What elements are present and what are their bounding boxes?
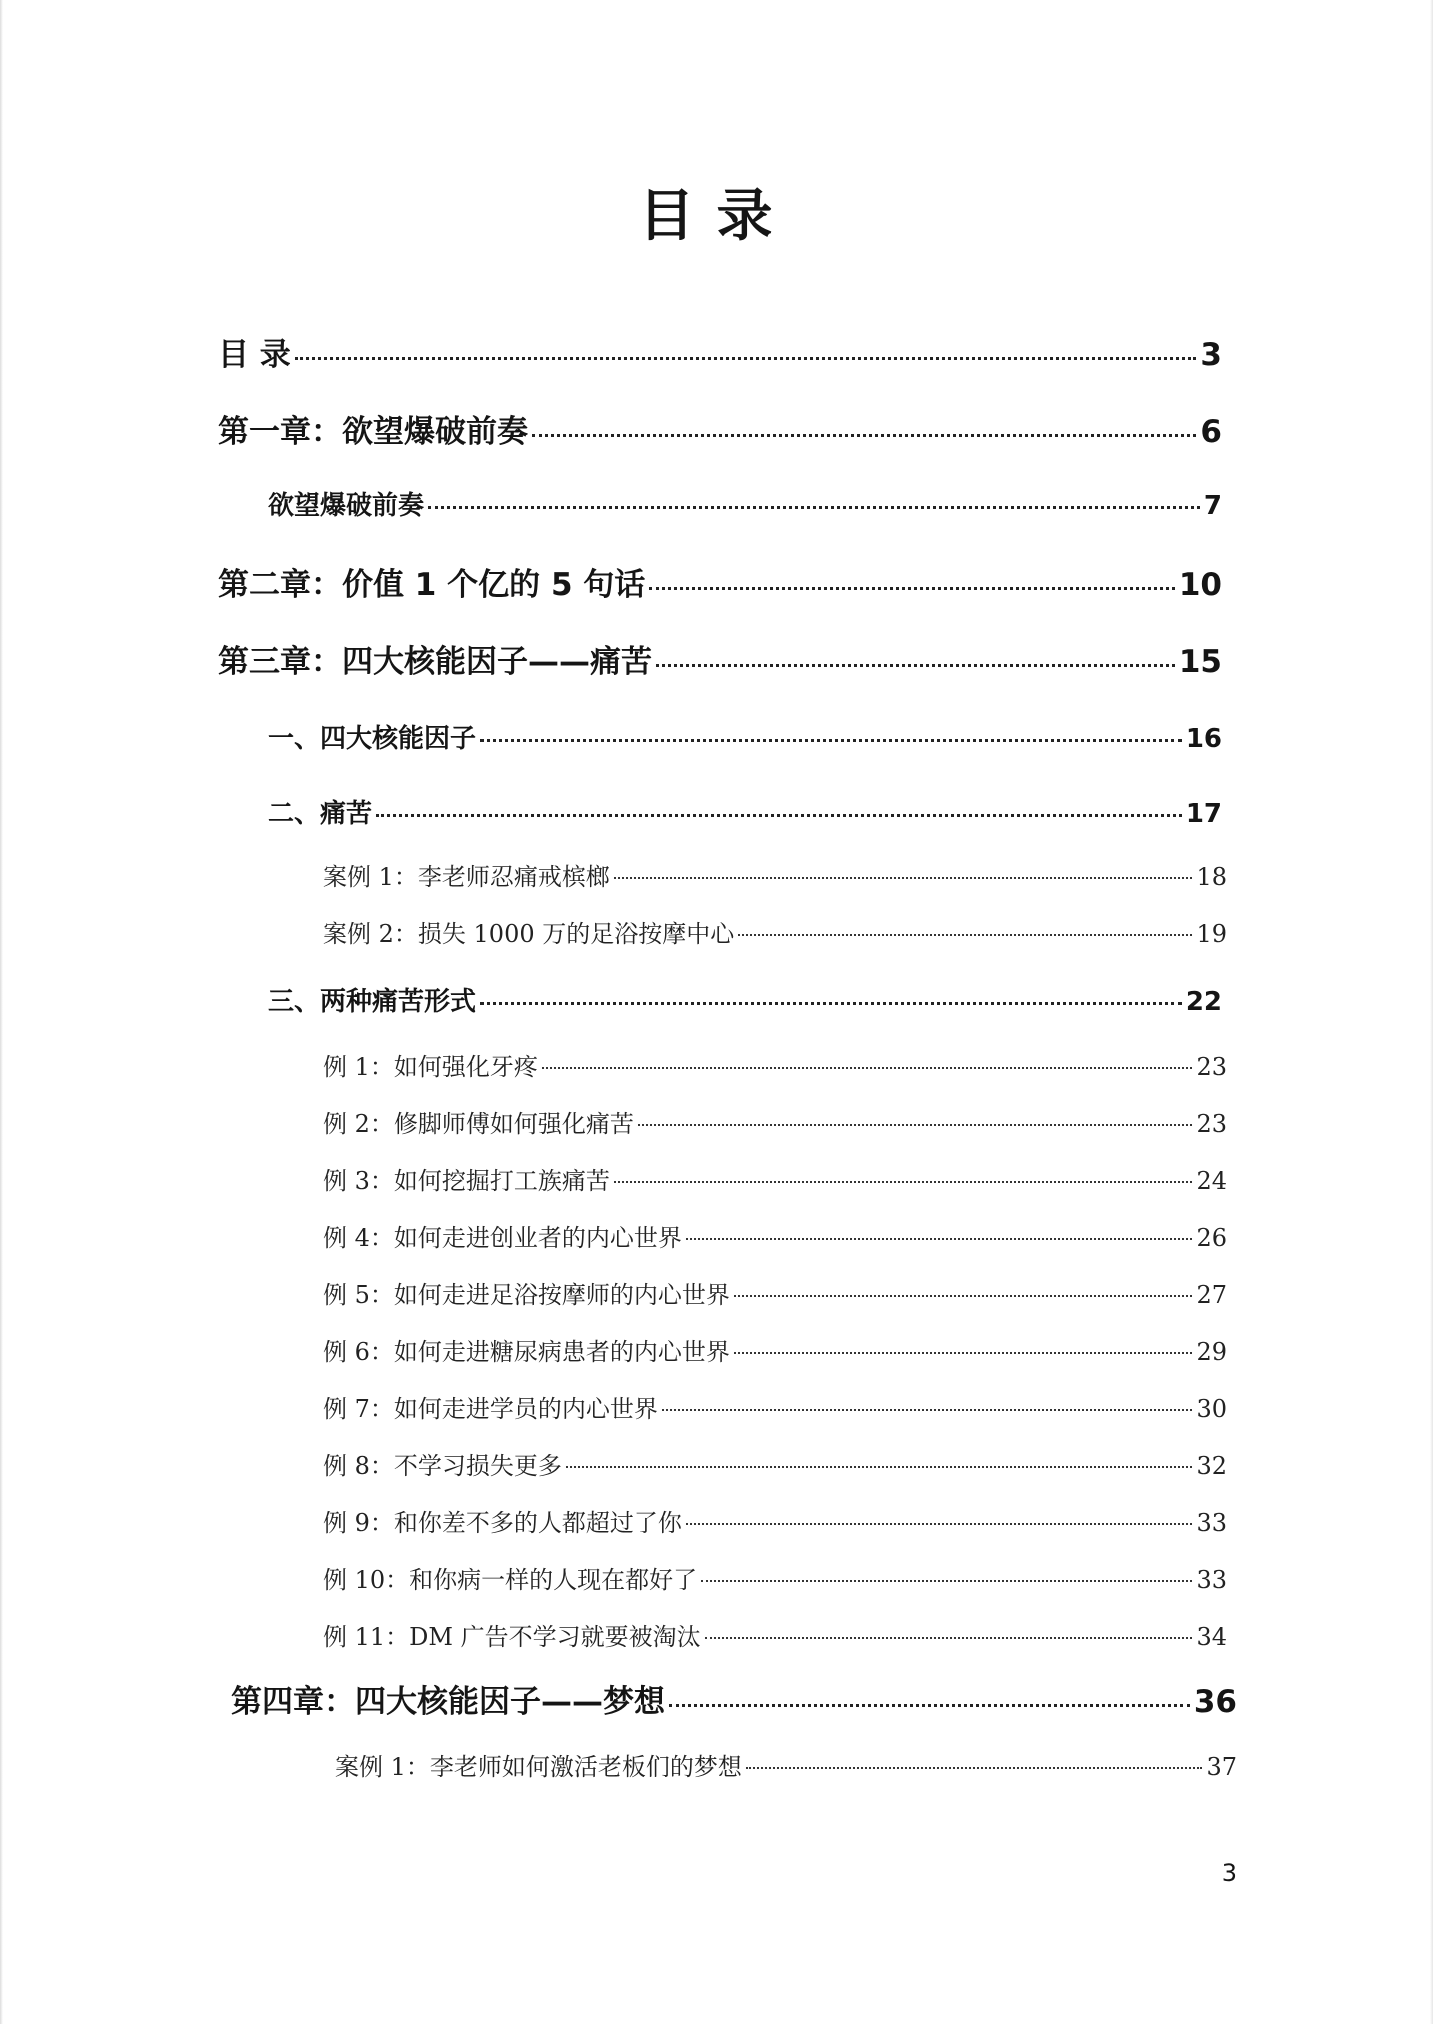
toc-entry[interactable] (218, 333, 1222, 377)
toc-entry-page: 27 (1196, 1281, 1227, 1309)
dot-leader (669, 1704, 1190, 1707)
toc-entry-page: 10 (1178, 567, 1222, 603)
toc-entry[interactable] (231, 1680, 1237, 1724)
toc-entry[interactable] (323, 1392, 1227, 1426)
toc-entry-page: 19 (1196, 920, 1227, 948)
toc-entry-page: 18 (1196, 863, 1227, 891)
dot-leader (428, 506, 1200, 509)
toc-entry-label: 例 11：DM 广告不学习就要被淘汰 (323, 1623, 701, 1651)
dot-leader (542, 1067, 1193, 1069)
toc-entry-label: 例 4：如何走进创业者的内心世界 (323, 1224, 682, 1252)
toc-entry-page: 33 (1196, 1509, 1227, 1537)
toc-entry-label: 例 2：修脚师傅如何强化痛苦 (323, 1110, 634, 1138)
toc-entry[interactable] (323, 1278, 1227, 1312)
toc-entry-page: 33 (1196, 1566, 1227, 1594)
toc-entry-page: 26 (1196, 1224, 1227, 1252)
toc-entry[interactable] (218, 410, 1222, 454)
dot-leader (566, 1466, 1193, 1468)
toc-entry-page: 34 (1196, 1623, 1227, 1651)
toc-entry-label: 第一章：欲望爆破前奏 (218, 414, 528, 450)
dot-leader (295, 357, 1197, 360)
footer-page-number: 3 (1221, 1859, 1237, 1887)
toc-entry-label: 例 7：如何走进学员的内心世界 (323, 1395, 658, 1423)
toc-entry[interactable] (323, 1449, 1227, 1483)
toc-entry-page: 24 (1196, 1167, 1227, 1195)
dot-leader (649, 587, 1175, 590)
toc-entry-page: 23 (1196, 1053, 1227, 1081)
toc-entry-label: 例 6：如何走进糖尿病患者的内心世界 (323, 1338, 730, 1366)
toc-entry[interactable] (323, 1335, 1227, 1369)
dot-leader (376, 814, 1182, 817)
toc-entry[interactable] (218, 640, 1222, 684)
toc-entry-label: 例 10：和你病一样的人现在都好了 (323, 1566, 698, 1594)
toc-entry-label: 案例 1：李老师如何激活老板们的梦想 (335, 1753, 742, 1781)
toc-entry-page: 17 (1185, 799, 1222, 829)
toc-entry[interactable] (323, 1050, 1227, 1084)
dot-leader (686, 1238, 1193, 1240)
toc-entry[interactable] (218, 563, 1222, 607)
toc-entry-label: 欲望爆破前奏 (268, 491, 425, 521)
toc-entry-page: 22 (1185, 987, 1222, 1017)
dot-leader (656, 664, 1175, 667)
page-title: 目录 (638, 184, 795, 249)
toc-entry[interactable] (323, 1164, 1227, 1198)
toc-entry[interactable] (323, 917, 1227, 951)
toc-entry-label: 第四章：四大核能因子——梦想 (231, 1684, 665, 1720)
toc-entry[interactable] (268, 487, 1222, 525)
dot-leader (746, 1767, 1203, 1769)
toc-entry-page: 30 (1196, 1395, 1227, 1423)
toc-entry-label: 案例 2：损失 1000 万的足浴按摩中心 (323, 920, 735, 948)
toc-entry-page: 23 (1196, 1110, 1227, 1138)
toc-entry-label: 例 3：如何挖掘打工族痛苦 (323, 1167, 610, 1195)
toc-entry[interactable] (323, 1107, 1227, 1141)
toc-entry-page: 37 (1206, 1753, 1237, 1781)
toc-entry-label: 第三章：四大核能因子——痛苦 (218, 644, 652, 680)
scan-edge-left (0, 0, 3, 2024)
toc-entry-label: 二、痛苦 (268, 799, 373, 829)
dot-leader (532, 434, 1196, 437)
toc-entry[interactable] (323, 860, 1227, 894)
toc-entry-label: 例 8：不学习损失更多 (323, 1452, 562, 1480)
dot-leader (480, 1002, 1182, 1005)
toc-entry-page: 32 (1196, 1452, 1227, 1480)
toc-entry-page: 3 (1200, 337, 1222, 373)
dot-leader (614, 1181, 1193, 1183)
dot-leader (734, 1352, 1193, 1354)
toc-entry[interactable] (323, 1563, 1227, 1597)
toc-entry[interactable] (268, 795, 1222, 833)
dot-leader (638, 1124, 1193, 1126)
toc-entry[interactable] (335, 1750, 1237, 1784)
toc-entry-label: 目 录 (218, 337, 291, 373)
toc-entry[interactable] (323, 1221, 1227, 1255)
dot-leader (738, 934, 1192, 936)
toc-entry-page: 36 (1193, 1684, 1237, 1720)
dot-leader (662, 1409, 1193, 1411)
dot-leader (614, 877, 1193, 879)
dot-leader (686, 1523, 1193, 1525)
toc-entry-label: 三、两种痛苦形式 (268, 987, 477, 1017)
toc-entry-page: 29 (1196, 1338, 1227, 1366)
toc-entry-page: 6 (1200, 414, 1222, 450)
toc-entry[interactable] (323, 1620, 1227, 1654)
toc-entry[interactable] (323, 1506, 1227, 1540)
toc-entry-label: 例 1：如何强化牙疼 (323, 1053, 538, 1081)
dot-leader (701, 1580, 1192, 1582)
toc-entry-label: 一、四大核能因子 (268, 724, 477, 754)
toc-entry-label: 案例 1：李老师忍痛戒槟榔 (323, 863, 610, 891)
dot-leader (705, 1637, 1193, 1639)
toc-entry-label: 例 9：和你差不多的人都超过了你 (323, 1509, 682, 1537)
toc-entry-page: 16 (1185, 724, 1222, 754)
toc-entry[interactable] (268, 983, 1222, 1021)
toc-entry-page: 7 (1203, 491, 1222, 521)
toc-entry[interactable] (268, 720, 1222, 758)
toc-entry-label: 第二章：价值 1 个亿的 5 句话 (218, 567, 646, 603)
toc-entry-page: 15 (1178, 644, 1222, 680)
dot-leader (734, 1295, 1193, 1297)
toc-entry-label: 例 5：如何走进足浴按摩师的内心世界 (323, 1281, 730, 1309)
dot-leader (480, 739, 1182, 742)
